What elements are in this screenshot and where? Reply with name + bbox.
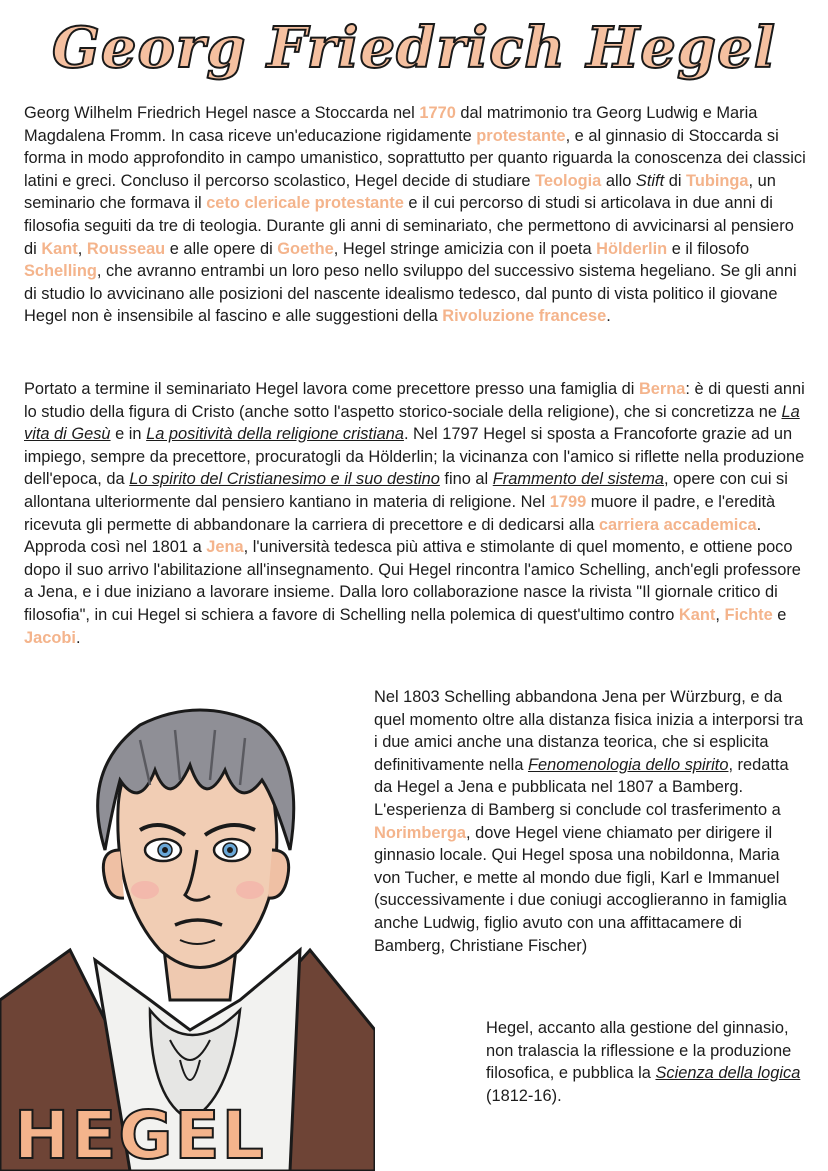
highlighted-term: Jacobi: [24, 628, 76, 647]
paragraph-science-of-logic: Hegel, accanto alla gestione del ginnasio, non tralascia la riflessione e la produzione filosofica, e pubblica la Scienza della logica (1812-16).: [486, 1019, 801, 1105]
work-title: Fenomenologia dello spirito: [527, 755, 729, 774]
highlighted-term: Berna: [638, 380, 686, 398]
highlighted-term: Norimberga: [374, 823, 466, 842]
paragraph-early-life: Georg Wilhelm Friedrich Hegel nasce a Stoccarda nel 1770 dal matrimonio tra Georg Ludwig e Maria Magdalena Fromm. In casa riceve un'educazione rigidamente protestante, e al ginnasio di Stoccarda si forma in modo approfondito in campo umanistico, soprattutto per quanto riguarda la conoscenza dei classici latini e greci. Concluso il percorso scolastico, Hegel decide di studiare Teologia allo Stift di Tubinga, un seminario che formava il ceto clericale protestante e il cui percorso di studi si articolava in due anni di filosofia seguiti da tre di teologia. Durante gli anni di seminariato, che permettono di avvicinarsi al pensiero di Kant, Rousseau e alle opere di Goethe, Hegel stringe amicizia con il poeta Hölderlin e il filosofo Schelling, che avranno entrambi un loro peso nello sviluppo del successivo sistema hegeliano. Se gli anni di studio lo avvicinano alle posizioni del nascente idealismo tedesco, dal punto di vista politico il giovane Hegel non è insensibile al fascino e alle suggestioni della Rivoluzione francese.: [24, 104, 806, 326]
highlighted-term: Teologia: [535, 171, 602, 190]
highlighted-term: Kant: [41, 239, 78, 258]
highlighted-term: Schelling: [24, 262, 97, 281]
highlighted-term: ceto clericale protestante: [206, 194, 404, 213]
highlighted-term: Tubinga: [686, 171, 749, 190]
paragraph-bamberg-nuremberg: Nel 1803 Schelling abbandona Jena per Würzburg, e da quel momento oltre alla distanza fisica inizia a interporsi tra i due amici anche una distanza teorica, che si esplicita definitivamente nella Fenomenologia dello spirito, redatta da Hegel a Jena e pubblicata nel 1807 a Bamberg. L'esperienza di Bamberg si conclude col trasferimento a Norimberga, dove Hegel viene chiamato per dirigere il ginnasio locale. Qui Hegel sposa una nobildonna, Maria von Tucher, e mette al mondo due figli, Karl e Immanuel (successivamente i due coniugi accoglieranno in famiglia anche Ludwig, figlio avuto con una affittacamere di Bamberg, Christiane Fischer): [374, 688, 804, 955]
highlighted-term: Kant: [678, 605, 716, 624]
work-title: Frammento del sistema: [492, 470, 664, 489]
highlighted-term: 1799: [549, 492, 587, 511]
highlighted-term: Hölderlin: [596, 239, 668, 258]
portrait-label: HEGEL: [14, 1097, 266, 1171]
highlighted-term: Fichte: [724, 605, 773, 624]
highlighted-term: Rousseau: [86, 239, 166, 258]
work-title: Scienza della logica: [655, 1064, 801, 1083]
work-title: La vita di Gesù: [24, 402, 800, 444]
highlighted-term: Rivoluzione francese: [442, 307, 607, 326]
paragraph-bern-frankfurt-jena: Portato a termine il seminariato Hegel lavora come precettore presso una famiglia di Berna: è di questi anni lo studio della figura di Cristo (anche sotto l'aspetto storico-sociale della religione), che si concretizza ne La vita di Gesù e in La positività della religione cristiana. Nel 1797 Hegel si sposta a Francoforte grazie ad un impiego, sempre da precettore, procuratogli da Hölderlin; la vicinanza con l'amico si riflette nella produzione dell'epoca, da Lo spirito del Cristianesimo e il suo destino fino al Frammento del sistema, opere con cui si allontana ulteriormente dal pensiero kantiano in materia di religione. Nel 1799 muore il padre, e l'eredità ricevuta gli permette di abbandonare la carriera di precettore e di dedicarsi alla carriera accademica. Approda così nel 1801 a Jena, l'università tedesca più attiva e stimolante di quel momento, e ottiene poco dopo il suo arrivo l'abilitazione all'insegnamento. Qui Hegel rincontra l'amico Schelling, anch'egli professore a Jena, e i due iniziano a lavorare insieme. Dalla loro collaborazione nasce la rivista "Il giornale critico di filosofia", in cui Hegel si schiera a favore di Schelling nella polemica di quest'ultimo contro Kant, Fichte e Jacobi.: [24, 380, 805, 647]
hegel-portrait-illustration: [0, 700, 375, 1171]
highlighted-term: protestante: [476, 126, 566, 145]
work-title: Lo spirito del Cristianesimo e il suo destino: [129, 470, 440, 489]
work-title: La positività della religione cristiana: [146, 425, 404, 444]
page-title: Georg Friedrich Hegel: [52, 15, 776, 81]
highlighted-term: Jena: [206, 538, 244, 557]
highlighted-term: carriera accademica: [598, 515, 757, 534]
italic-term: Stift: [635, 171, 665, 190]
highlighted-term: 1770: [419, 104, 456, 122]
highlighted-term: Goethe: [277, 239, 334, 258]
